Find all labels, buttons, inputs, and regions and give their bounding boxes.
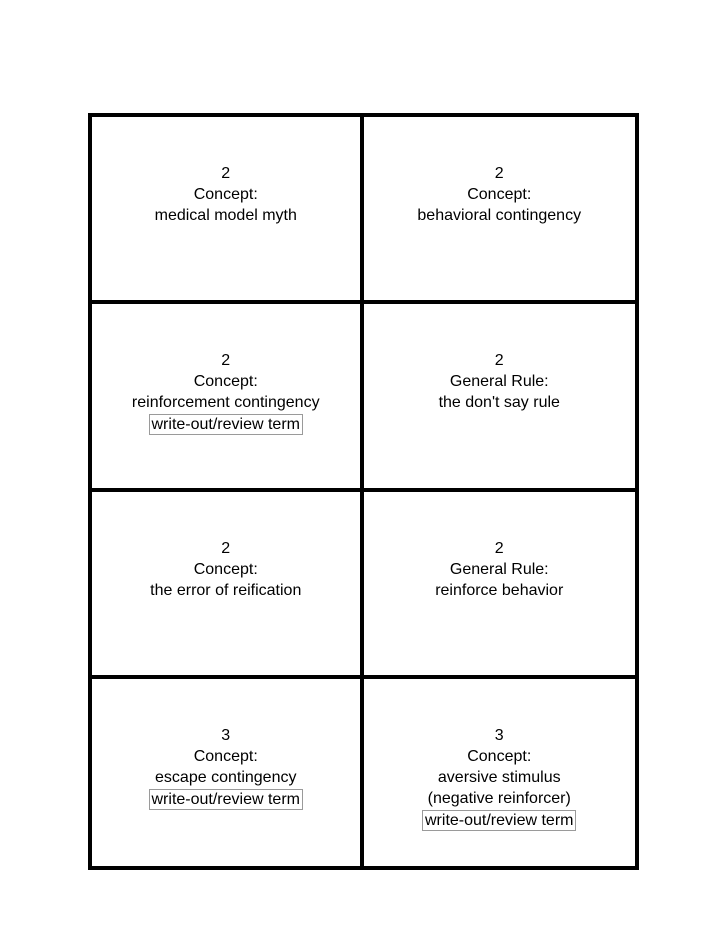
card-kind: General Rule: — [449, 560, 549, 578]
card-term: the error of reification — [150, 581, 302, 599]
chapter-number: 2 — [221, 165, 231, 182]
card-term: the don't say rule — [438, 394, 560, 412]
card-subterm: (negative reinforcer) — [427, 789, 571, 807]
card-content — [92, 538, 360, 601]
chapter-number: 3 — [494, 726, 504, 744]
card-term: aversive stimulus — [437, 768, 561, 786]
flashcard — [364, 492, 636, 679]
card-content — [92, 163, 360, 226]
chapter-number: 2 — [221, 539, 231, 557]
card-term: reinforce behavior — [435, 581, 564, 599]
card-kind: General Rule: — [449, 373, 549, 391]
card-term: reinforcement contingency — [131, 394, 320, 412]
chapter-number: 2 — [494, 165, 504, 182]
flashcard — [92, 117, 364, 304]
card-term: medical model myth — [154, 207, 297, 224]
card-kind: Concept: — [467, 186, 532, 203]
flashcard-grid — [88, 113, 639, 870]
card-term: behavioral contingency — [417, 207, 582, 224]
flashcard — [364, 117, 636, 304]
card-tag-row — [92, 788, 360, 810]
flashcard — [92, 492, 364, 679]
card-kind: Concept: — [193, 186, 258, 203]
review-term-tag: write-out/review term — [149, 789, 303, 810]
review-term-tag: write-out/review term — [149, 414, 303, 435]
card-kind: Concept: — [193, 373, 258, 391]
card-kind: Concept: — [193, 747, 258, 765]
card-content — [364, 350, 636, 413]
flashcard — [92, 679, 364, 866]
card-content — [364, 163, 636, 226]
card-content — [364, 725, 636, 831]
card-content — [92, 350, 360, 435]
review-term-tag: write-out/review term — [422, 810, 576, 831]
card-tag-row — [92, 413, 360, 435]
card-content — [364, 538, 636, 601]
chapter-number: 3 — [221, 726, 231, 744]
chapter-number: 2 — [494, 539, 504, 557]
flashcard — [92, 304, 364, 491]
card-term: escape contingency — [155, 768, 297, 786]
flashcard — [364, 304, 636, 491]
chapter-number: 2 — [221, 352, 231, 370]
flashcard — [364, 679, 636, 866]
card-kind: Concept: — [193, 560, 258, 578]
card-kind: Concept: — [467, 747, 532, 765]
card-content — [92, 725, 360, 810]
card-tag-row — [364, 809, 636, 831]
chapter-number: 2 — [494, 352, 504, 370]
